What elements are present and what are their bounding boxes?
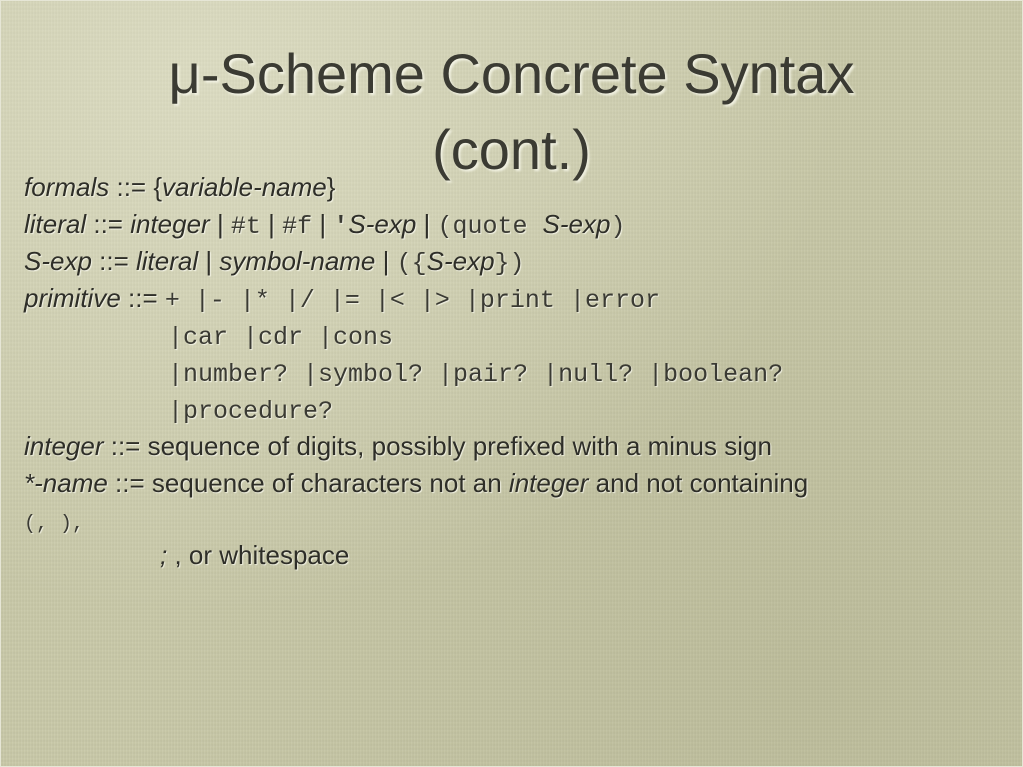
literal-sep-2: | [260,209,283,239]
name-definition-1: ::= sequence of characters not an [107,468,509,498]
primitive-assign: ::= [120,283,165,313]
name-rule [24,466,808,500]
whitespace-line [160,538,349,572]
literal-true: #t [230,212,261,241]
sexp-open: ({ [396,249,427,278]
sexp-symbol-name: symbol-name [219,246,376,276]
excluded-chars [24,503,84,542]
literal-assign: ::= [86,209,131,239]
primitive-list-procedure [168,392,333,429]
formals-def-open: ::= { [109,172,163,202]
formals-def-close: } [326,172,336,202]
semicolon-char: ; [160,540,168,570]
integer-definition: ::= sequence of digits, possibly prefixed with a minus sign [103,431,772,461]
literal-sexp-2: S-exp [542,209,611,239]
sexp-sep-2: | [375,246,397,276]
literal-nonterminal: literal [24,209,87,239]
sexp-close: }) [494,249,525,278]
integer-rule [24,429,772,463]
primitive-rule [24,281,660,318]
literal-close-paren: ) [610,212,626,241]
literal-sep-4: | [416,209,438,239]
literal-integer: integer [130,209,210,239]
integer-nonterminal: integer [24,431,104,461]
primitive-list-predicates [168,355,783,392]
whitespace-text: , or whitespace [167,540,350,570]
formals-variable-name: variable-name [162,172,327,202]
name-definition-2: and not containing [588,468,809,498]
name-nonterminal: *-name [24,468,108,498]
primitive-procedure-op: |procedure? [168,397,334,426]
slide-title-line-1: μ-Scheme Concrete Syntax [168,42,855,105]
slide-title-line-2: (cont.) [432,118,591,181]
primitive-nonterminal: primitive [24,283,121,313]
primitive-operators: + |- |* |/ |= |< |> |print |error [164,286,660,315]
sexp-assign: ::= [91,246,136,276]
sexp-sep-1: | [198,246,220,276]
literal-false: #f [282,212,313,241]
literal-sexp-1: S-exp [348,209,417,239]
sexp-inner: S-exp [426,246,495,276]
primitive-list-pairs [168,318,393,355]
literal-sep-1: | [209,209,231,239]
formals-rule [24,170,335,204]
literal-sep-3: | [312,209,334,239]
literal-quote-mark: ' [333,212,349,241]
excluded-parens: (, ), [24,513,85,536]
literal-rule [24,207,625,244]
literal-quote-keyword: (quote [437,212,543,241]
primitive-pair-ops: |car |cdr |cons [168,323,394,352]
sexp-rule [24,244,525,281]
primitive-predicate-ops: |number? |symbol? |pair? |null? |boolean? [168,360,784,389]
formals-nonterminal: formals [24,172,110,202]
sexp-nonterminal: S-exp [24,246,92,276]
sexp-literal: literal [136,246,199,276]
name-integer: integer [508,468,589,498]
